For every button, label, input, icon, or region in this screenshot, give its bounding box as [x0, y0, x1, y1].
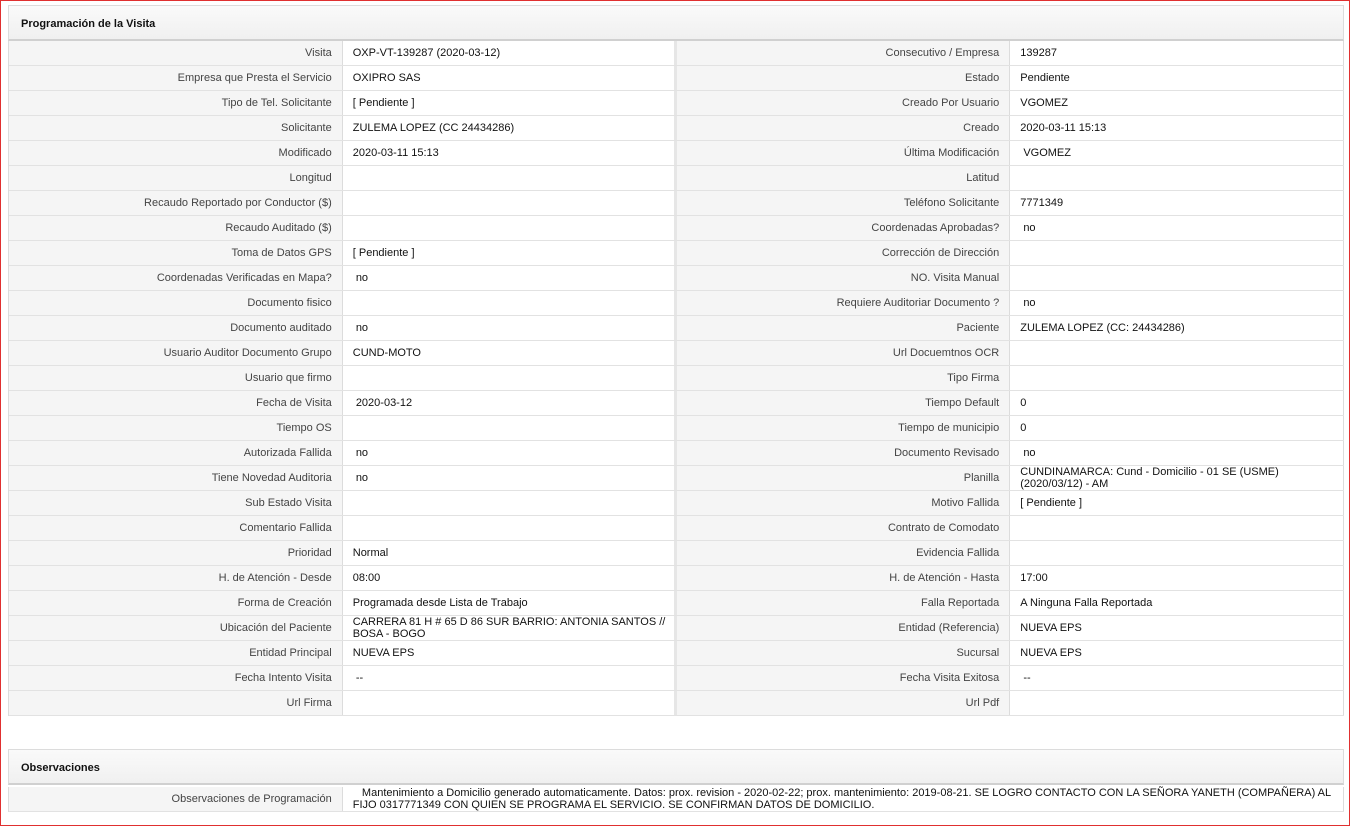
field-value	[1010, 166, 1344, 190]
field-value: no	[1010, 216, 1344, 240]
field-value	[343, 516, 677, 540]
field-label: Documento Revisado	[677, 441, 1011, 465]
field-label: Entidad Principal	[9, 641, 343, 665]
table-row	[9, 641, 1344, 666]
table-row	[9, 191, 1344, 216]
field-value	[343, 416, 677, 440]
field-value: NUEVA EPS	[1010, 641, 1344, 665]
field-label: Fecha de Visita	[9, 391, 343, 415]
table-row	[9, 41, 1344, 66]
field-value: Programada desde Lista de Trabajo	[343, 591, 677, 615]
field-value: VGOMEZ	[1010, 91, 1344, 115]
field-label: Empresa que Presta el Servicio	[9, 66, 343, 90]
field-label: Url Docuemtnos OCR	[677, 341, 1011, 365]
field-label: Comentario Fallida	[9, 516, 343, 540]
field-label: Toma de Datos GPS	[9, 241, 343, 265]
field-value	[1010, 516, 1344, 540]
table-row	[9, 316, 1344, 341]
field-label: Sucursal	[677, 641, 1011, 665]
field-value: CUNDINAMARCA: Cund - Domicilio - 01 SE (USME) (2020/03/12) - AM	[1010, 466, 1344, 490]
table-row	[9, 116, 1344, 141]
field-value: 17:00	[1010, 566, 1344, 590]
field-value: 2020-03-11 15:13	[343, 141, 677, 165]
field-value: NUEVA EPS	[343, 641, 677, 665]
field-value	[343, 291, 677, 315]
table-row	[9, 241, 1344, 266]
table-row	[9, 416, 1344, 441]
field-label: Contrato de Comodato	[677, 516, 1011, 540]
section-header-observaciones	[8, 749, 1344, 785]
field-value: OXP-VT-139287 (2020-03-12)	[343, 41, 677, 65]
field-value: VGOMEZ	[1010, 141, 1344, 165]
field-label: Documento fisico	[9, 291, 343, 315]
table-row	[9, 141, 1344, 166]
field-label: Modificado	[9, 141, 343, 165]
field-label: Prioridad	[9, 541, 343, 565]
field-label: Visita	[9, 41, 343, 65]
field-value: 139287	[1010, 41, 1344, 65]
field-label: Autorizada Fallida	[9, 441, 343, 465]
field-value: OXIPRO SAS	[343, 66, 677, 90]
field-label: Paciente	[677, 316, 1011, 340]
field-label: Observaciones de Programación	[9, 787, 343, 811]
field-value: [ Pendiente ]	[1010, 491, 1344, 515]
visit-details-grid	[8, 41, 1344, 716]
field-label: H. de Atención - Desde	[9, 566, 343, 590]
table-row	[9, 591, 1344, 616]
table-row	[9, 491, 1344, 516]
field-value	[343, 216, 677, 240]
field-label: Sub Estado Visita	[9, 491, 343, 515]
field-value	[343, 191, 677, 215]
table-row	[9, 216, 1344, 241]
field-value	[1010, 541, 1344, 565]
field-value: A Ninguna Falla Reportada	[1010, 591, 1344, 615]
field-label: Tiempo de municipio	[677, 416, 1011, 440]
field-label: Latitud	[677, 166, 1011, 190]
field-label: Fecha Intento Visita	[9, 666, 343, 690]
table-row	[9, 291, 1344, 316]
field-label: NO. Visita Manual	[677, 266, 1011, 290]
table-row	[9, 266, 1344, 291]
field-label: Usuario que firmo	[9, 366, 343, 390]
field-value: Mantenimiento a Domicilio generado automaticamente. Datos: prox. revision - 2020-02-22; prox. mantenimiento: 2019-08-21. SE LOGRO CONTACTO CON LA SEÑORA YANETH (COMPAÑERA) AL FIJO 0317771349 CON QUIEN SE PROGRAMA EL SERVICIO. SE CONFIRMAN DATOS DE DOMICILIO.	[343, 787, 1344, 811]
field-label: Url Pdf	[677, 691, 1011, 715]
observaciones-grid	[8, 787, 1344, 812]
field-value	[1010, 341, 1344, 365]
field-value: no	[343, 266, 677, 290]
field-value	[1010, 266, 1344, 290]
field-value	[343, 166, 677, 190]
field-label: Url Firma	[9, 691, 343, 715]
field-value: 2020-03-12	[343, 391, 677, 415]
field-value: ZULEMA LOPEZ (CC: 24434286)	[1010, 316, 1344, 340]
field-label: Documento auditado	[9, 316, 343, 340]
field-label: Motivo Fallida	[677, 491, 1011, 515]
table-row	[9, 616, 1344, 641]
field-label: Coordenadas Verificadas en Mapa?	[9, 266, 343, 290]
field-label: Evidencia Fallida	[677, 541, 1011, 565]
section-header-programacion	[8, 5, 1344, 41]
field-value	[1010, 241, 1344, 265]
field-value: ZULEMA LOPEZ (CC 24434286)	[343, 116, 677, 140]
table-row	[9, 466, 1344, 491]
field-value: no	[1010, 291, 1344, 315]
field-label: Creado	[677, 116, 1011, 140]
field-value: CUND-MOTO	[343, 341, 677, 365]
field-value: [ Pendiente ]	[343, 91, 677, 115]
field-label: Recaudo Reportado por Conductor ($)	[9, 191, 343, 215]
field-label: H. de Atención - Hasta	[677, 566, 1011, 590]
field-label: Recaudo Auditado ($)	[9, 216, 343, 240]
field-value	[343, 691, 677, 715]
field-label: Forma de Creación	[9, 591, 343, 615]
field-label: Tiene Novedad Auditoria	[9, 466, 343, 490]
table-row	[9, 91, 1344, 116]
field-value: Normal	[343, 541, 677, 565]
field-value	[343, 491, 677, 515]
field-label: Ubicación del Paciente	[9, 616, 343, 640]
field-label: Falla Reportada	[677, 591, 1011, 615]
field-value	[1010, 366, 1344, 390]
field-label: Tipo Firma	[677, 366, 1011, 390]
table-row	[9, 541, 1344, 566]
field-value: 08:00	[343, 566, 677, 590]
table-row	[9, 566, 1344, 591]
field-label: Longitud	[9, 166, 343, 190]
field-label: Tipo de Tel. Solicitante	[9, 91, 343, 115]
field-label: Coordenadas Aprobadas?	[677, 216, 1011, 240]
field-label: Creado Por Usuario	[677, 91, 1011, 115]
table-row	[9, 166, 1344, 191]
field-value: Pendiente	[1010, 66, 1344, 90]
field-value: no	[343, 466, 677, 490]
table-row	[9, 441, 1344, 466]
field-label: Teléfono Solicitante	[677, 191, 1011, 215]
field-value	[1010, 691, 1344, 715]
field-value: no	[343, 441, 677, 465]
field-label: Requiere Auditoriar Documento ?	[677, 291, 1011, 315]
field-value: [ Pendiente ]	[343, 241, 677, 265]
field-label: Estado	[677, 66, 1011, 90]
field-value: CARRERA 81 H # 65 D 86 SUR BARRIO: ANTONIA SANTOS // BOSA - BOGO	[343, 616, 677, 640]
table-row	[9, 516, 1344, 541]
field-label: Tiempo OS	[9, 416, 343, 440]
table-row	[9, 66, 1344, 91]
table-row	[9, 666, 1344, 691]
section-title: Programación de la Visita	[21, 18, 156, 30]
field-label: Fecha Visita Exitosa	[677, 666, 1011, 690]
table-row	[9, 341, 1344, 366]
field-label: Corrección de Dirección	[677, 241, 1011, 265]
field-label: Tiempo Default	[677, 391, 1011, 415]
section-title: Observaciones	[21, 762, 100, 774]
field-label: Usuario Auditor Documento Grupo	[9, 341, 343, 365]
table-row	[9, 691, 1344, 716]
field-label: Entidad (Referencia)	[677, 616, 1011, 640]
field-value: no	[343, 316, 677, 340]
field-value	[343, 366, 677, 390]
field-label: Solicitante	[9, 116, 343, 140]
field-value: 0	[1010, 391, 1344, 415]
field-value: no	[1010, 441, 1344, 465]
field-label: Última Modificación	[677, 141, 1011, 165]
field-value: --	[1010, 666, 1344, 690]
field-label: Consecutivo / Empresa	[677, 41, 1011, 65]
field-value: 7771349	[1010, 191, 1344, 215]
field-label: Planilla	[677, 466, 1011, 490]
table-row	[9, 391, 1344, 416]
field-value: NUEVA EPS	[1010, 616, 1344, 640]
field-value: 0	[1010, 416, 1344, 440]
field-value: --	[343, 666, 677, 690]
table-row	[9, 787, 1344, 812]
table-row	[9, 366, 1344, 391]
field-value: 2020-03-11 15:13	[1010, 116, 1344, 140]
